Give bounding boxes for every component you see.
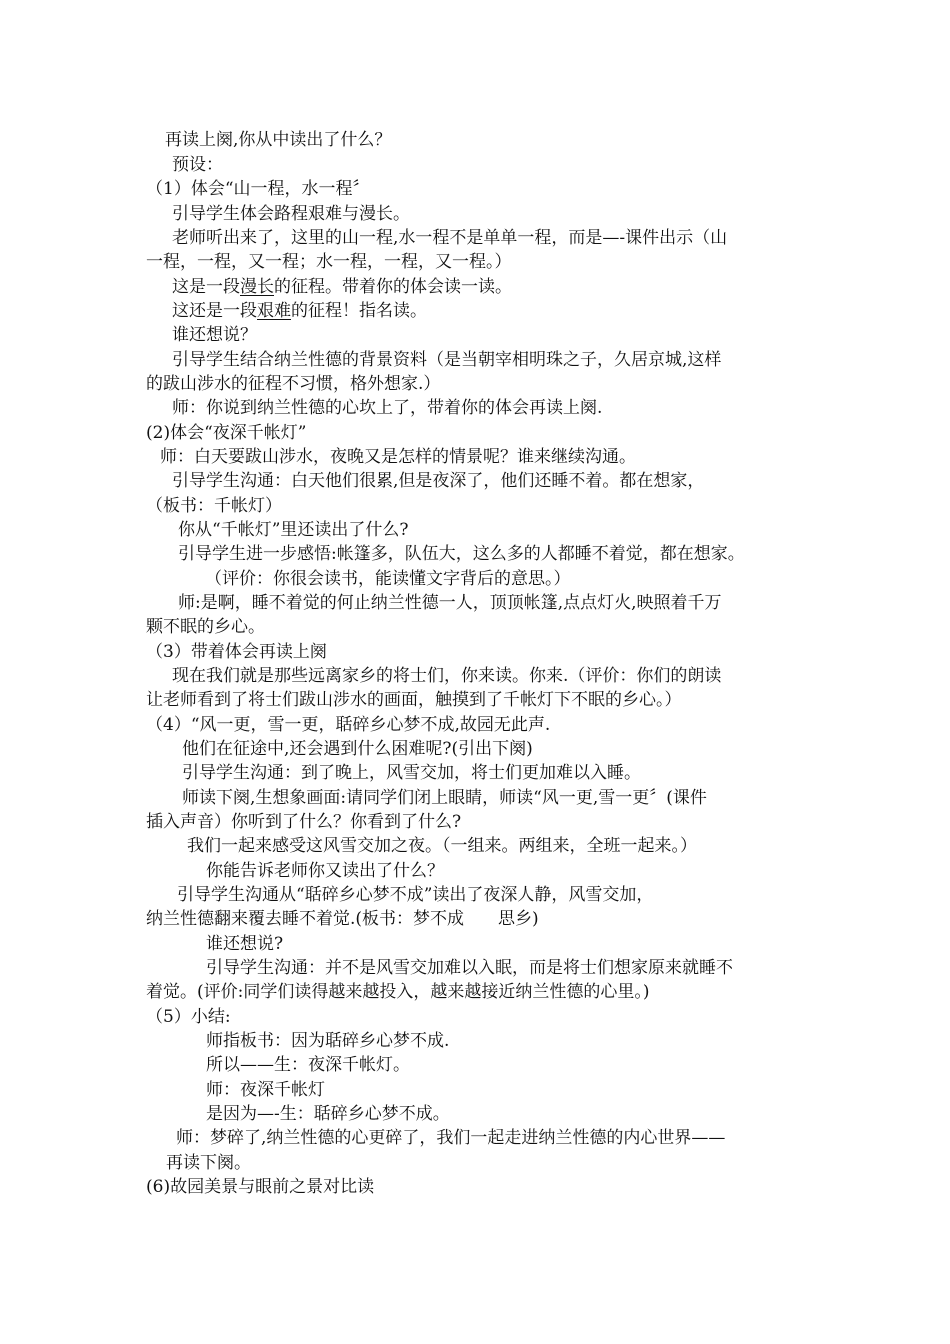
- text-line: 现在我们就是那些远离家乡的将士们，你来读。你来.（评价：你们的朗读: [172, 666, 722, 686]
- text-line: 引导学生沟通：并不是风雪交加难以入眠，而是将士们想家原来就睡不: [206, 958, 733, 978]
- text-line: 师：夜深千帐灯: [206, 1080, 325, 1100]
- text-line: 让老师看到了将士们跋山涉水的画面，触摸到了千帐灯下不眠的乡心。）: [146, 690, 682, 710]
- text-segment: 的征程！指名读。: [291, 301, 427, 321]
- text-line: 引导学生沟通从“聒碎乡心梦不成”读出了夜深人静，风雪交加，: [177, 885, 654, 905]
- text-line: 师读下阕,生想象画面:请同学们闭上眼睛，师读“风一更,雪一更〞(课件: [182, 788, 707, 808]
- text-line: 师指板书：因为聒碎乡心梦不成.: [206, 1031, 450, 1051]
- text-line: 老师听出来了，这里的山一程,水一程不是单单一程，而是—-课件出示（山: [172, 228, 728, 248]
- text-line: 一程，一程，又一程；水一程，一程，又一程。）: [146, 252, 512, 272]
- section-heading: （4）“风一更，雪一更，聒碎乡心梦不成,故园无此声.: [146, 715, 551, 735]
- text-line: 师：梦碎了,纳兰性德的心更碎了，我们一起走进纳兰性德的内心世界——: [176, 1128, 726, 1148]
- text-line: 所以——生：夜深千帐灯。: [206, 1055, 410, 1075]
- section-heading: (6)故园美景与眼前之景对比读: [146, 1177, 375, 1197]
- text-line: 着觉。(评价:同学们读得越来越投入，越来越接近纳兰性德的心里。): [146, 982, 650, 1002]
- text-line: 谁还想说？: [172, 325, 257, 345]
- section-heading: （5）小结:: [146, 1007, 231, 1027]
- text-line: 再读上阕,你从中读出了什么？: [165, 130, 392, 150]
- text-line: 的跋山涉水的征程不习惯，格外想家.）: [146, 374, 441, 394]
- text-segment: 这是一段: [172, 277, 240, 297]
- text-line: 师:是啊，睡不着觉的何止纳兰性德一人，顶顶帐篷,点点灯火,映照着千万: [178, 593, 722, 613]
- section-heading: （1）体会“山一程，水一程〞: [146, 179, 370, 199]
- text-line: 再读下阕。: [166, 1153, 251, 1173]
- text-line: 师：你说到纳兰性德的心坎上了，带着你的体会再读上阕.: [172, 398, 603, 418]
- text-line: 是因为—-生：聒碎乡心梦不成。: [206, 1104, 450, 1124]
- text-line: 引导学生沟通：白天他们很累,但是夜深了，他们还睡不着。都在想家，: [172, 471, 705, 491]
- text-line: 引导学生结合纳兰性德的背景资料（是当朝宰相明珠之子，久居京城,这样: [172, 350, 722, 370]
- text-line: 你从“千帐灯”里还读出了什么?: [178, 520, 409, 540]
- text-line: 颗不眠的乡心。: [146, 617, 265, 637]
- text-line: （评价：你很会读书，能读懂文字背后的意思。）: [205, 569, 571, 589]
- text-line: [172, 275, 512, 299]
- text-line: 师：白天要跋山涉水，夜晚又是怎样的情景呢？谁来继续沟通。: [160, 447, 636, 467]
- text-line: 引导学生体会路程艰难与漫长。: [172, 204, 410, 224]
- text-line: [172, 299, 427, 323]
- text-line: 插入声音）你听到了什么？你看到了什么?: [146, 812, 462, 832]
- section-heading: （3）带着体会再读上阕: [146, 642, 327, 662]
- text-line: 你能告诉老师你又读出了什么？: [206, 861, 444, 881]
- text-line: （板书：千帐灯）: [146, 496, 282, 516]
- text-line: 他们在征途中,还会遇到什么困难呢?(引出下阕): [182, 739, 533, 759]
- text-line: 预设：: [172, 155, 223, 175]
- underlined-word: 艰难: [257, 301, 291, 321]
- text-line: 我们一起来感受这风雪交加之夜。（一组来。两组来，全班一起来。）: [187, 836, 697, 856]
- section-heading: (2)体会“夜深千帐灯”: [146, 423, 307, 443]
- underlined-word: 漫长: [240, 277, 274, 297]
- text-segment: 这还是一段: [172, 301, 257, 321]
- text-segment: 的征程。带着你的体会读一读。: [274, 277, 512, 297]
- text-line: 引导学生沟通：到了晚上，风雪交加，将士们更加难以入睡。: [182, 763, 641, 783]
- text-line: 纳兰性德翻来覆去睡不着觉.(板书：梦不成 思乡): [146, 909, 539, 929]
- text-line: 引导学生进一步感悟:帐篷多，队伍大，这么多的人都睡不着觉，都在想家。: [178, 544, 745, 564]
- text-line: 谁还想说?: [206, 934, 284, 954]
